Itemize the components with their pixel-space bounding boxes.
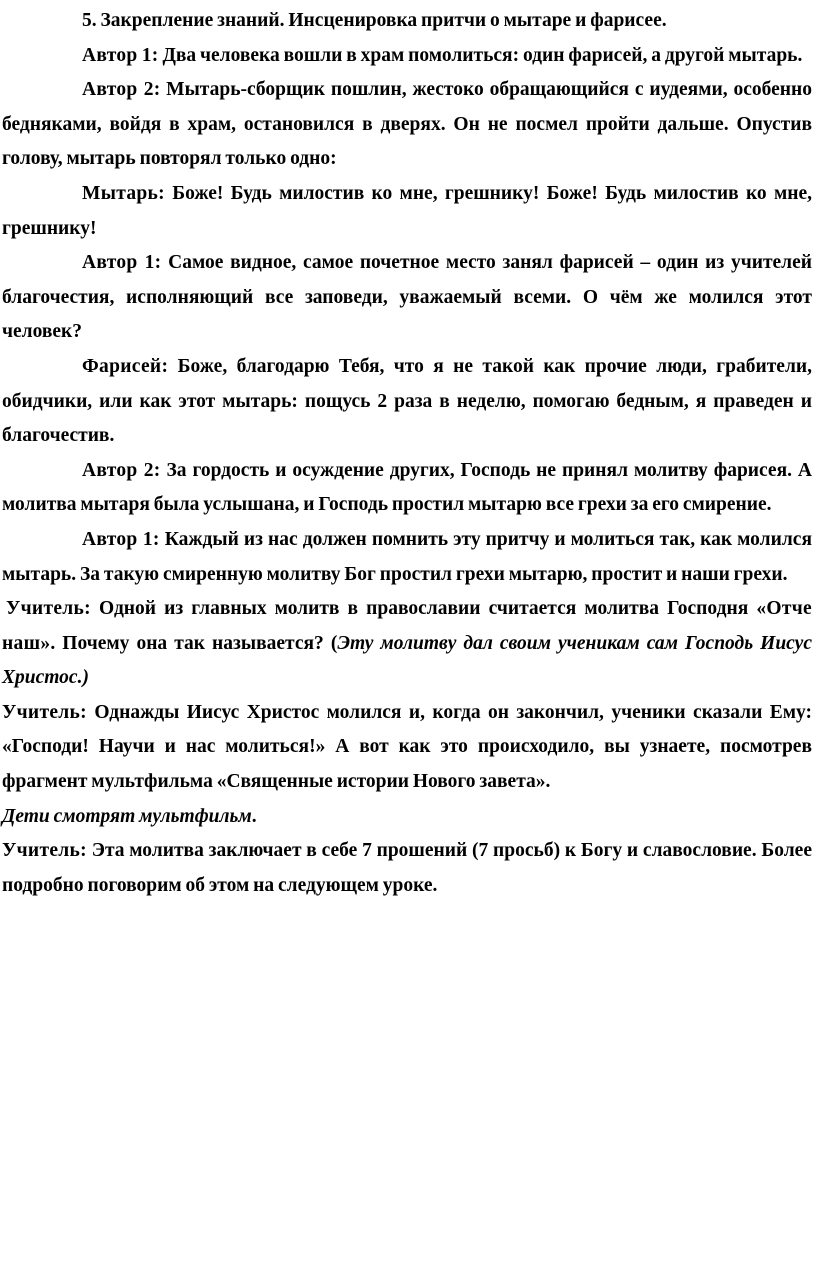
paragraph-teacher-petitions	[2, 834, 812, 903]
speaker-label: Автор 2	[82, 79, 154, 101]
paragraph-publican	[2, 177, 812, 246]
speaker-label: Автор 1:	[82, 528, 160, 550]
paragraph-text: . Почему она так называется? (	[50, 632, 338, 654]
paragraph-pharisee	[2, 350, 812, 454]
paragraph-text: Одной из главных молитв в православии считается молитва Господня	[90, 598, 757, 620]
paragraph-text: Каждый из нас должен помнить эту притчу и молиться так, как молился мытарь. За такую смиренную молитву Бог простил грехи мытарю, простит и наши грехи.	[2, 528, 812, 585]
note-period: .	[251, 805, 257, 827]
prayer-name: «Отче наш»	[2, 598, 812, 654]
paragraph-text: Боже, благодарю Тебя, что я не такой как прочие люди, грабители, обидчики, или как этот мытарь: пощусь 2 раза в неделю, помогаю бедным, я праведен и благочестив.	[2, 355, 812, 447]
paragraph-text: Два человека вошли в храм помолиться: один фарисей, а другой мытарь.	[158, 44, 803, 66]
speaker-label: Автор 1:	[82, 252, 162, 274]
paragraph-author2-publican	[2, 73, 812, 177]
speaker-label: Учитель:	[2, 840, 87, 862]
speaker-label: Мытарь:	[82, 182, 165, 204]
speaker-label: Автор 2:	[82, 459, 161, 481]
italic-note: Дети смотрят мультфильм	[2, 805, 252, 827]
speaker-label: Учитель:	[6, 598, 91, 620]
speaker-label: Автор 1:	[82, 44, 159, 66]
paragraph-text: Эта молитва заключает в себе 7 прошений (7 просьб) к Богу и славословие. Более подробно поговорим об этом на следующем уроке.	[2, 840, 812, 896]
paragraph-text: : Мытарь-сборщик пошлин, жестоко обращающийся с иудеями, особенно бедняками, войдя в храм, остановился в дверях. Он не посмел пройти дальше. Опустив голову, мытарь повторял только одно:	[2, 79, 812, 170]
paragraph-text: Боже! Будь милостив ко мне, грешнику! Боже! Будь милостив ко мне, грешнику!	[2, 182, 812, 239]
paragraph-author1-pharisee	[2, 246, 812, 350]
paragraph-author2-judgment	[2, 454, 812, 523]
paragraph-author1-intro	[2, 39, 812, 74]
section-heading: 5. Закрепление знаний. Инсценировка притчи о мытаре и фарисее.	[82, 10, 667, 31]
italic-answer: Эту молитву дал своим ученикам сам Господь Иисус Христос.)	[2, 632, 812, 689]
paragraph-text: Самое видное, самое почетное место занял фарисей – один из учителей благочестия, исполняющий все заповеди, уважаемый всеми. О чём же молился этот человек?	[2, 252, 813, 343]
paragraph-teacher-cartoon	[2, 696, 812, 800]
speaker-label: Фарисей:	[82, 355, 169, 377]
paragraph-text: За гордость и осуждение других, Господь не принял молитву фарисея. А молитва мытаря была услышана, и Господь простил мытарю все грехи за его смирение.	[2, 459, 813, 516]
speaker-label: Учитель:	[2, 701, 87, 723]
paragraph-author1-lesson	[2, 523, 812, 592]
paragraph-children-note	[2, 800, 812, 835]
paragraph-teacher-prayer	[2, 592, 812, 696]
paragraph-text: Однажды Иисус Христос молился и, когда он закончил, ученики сказали Ему: «Господи! Научи и нас молиться!» А вот как это происходило, вы узнаете, посмотрев фрагмент мультфильма «Священные истории Нового завета».	[2, 701, 812, 793]
